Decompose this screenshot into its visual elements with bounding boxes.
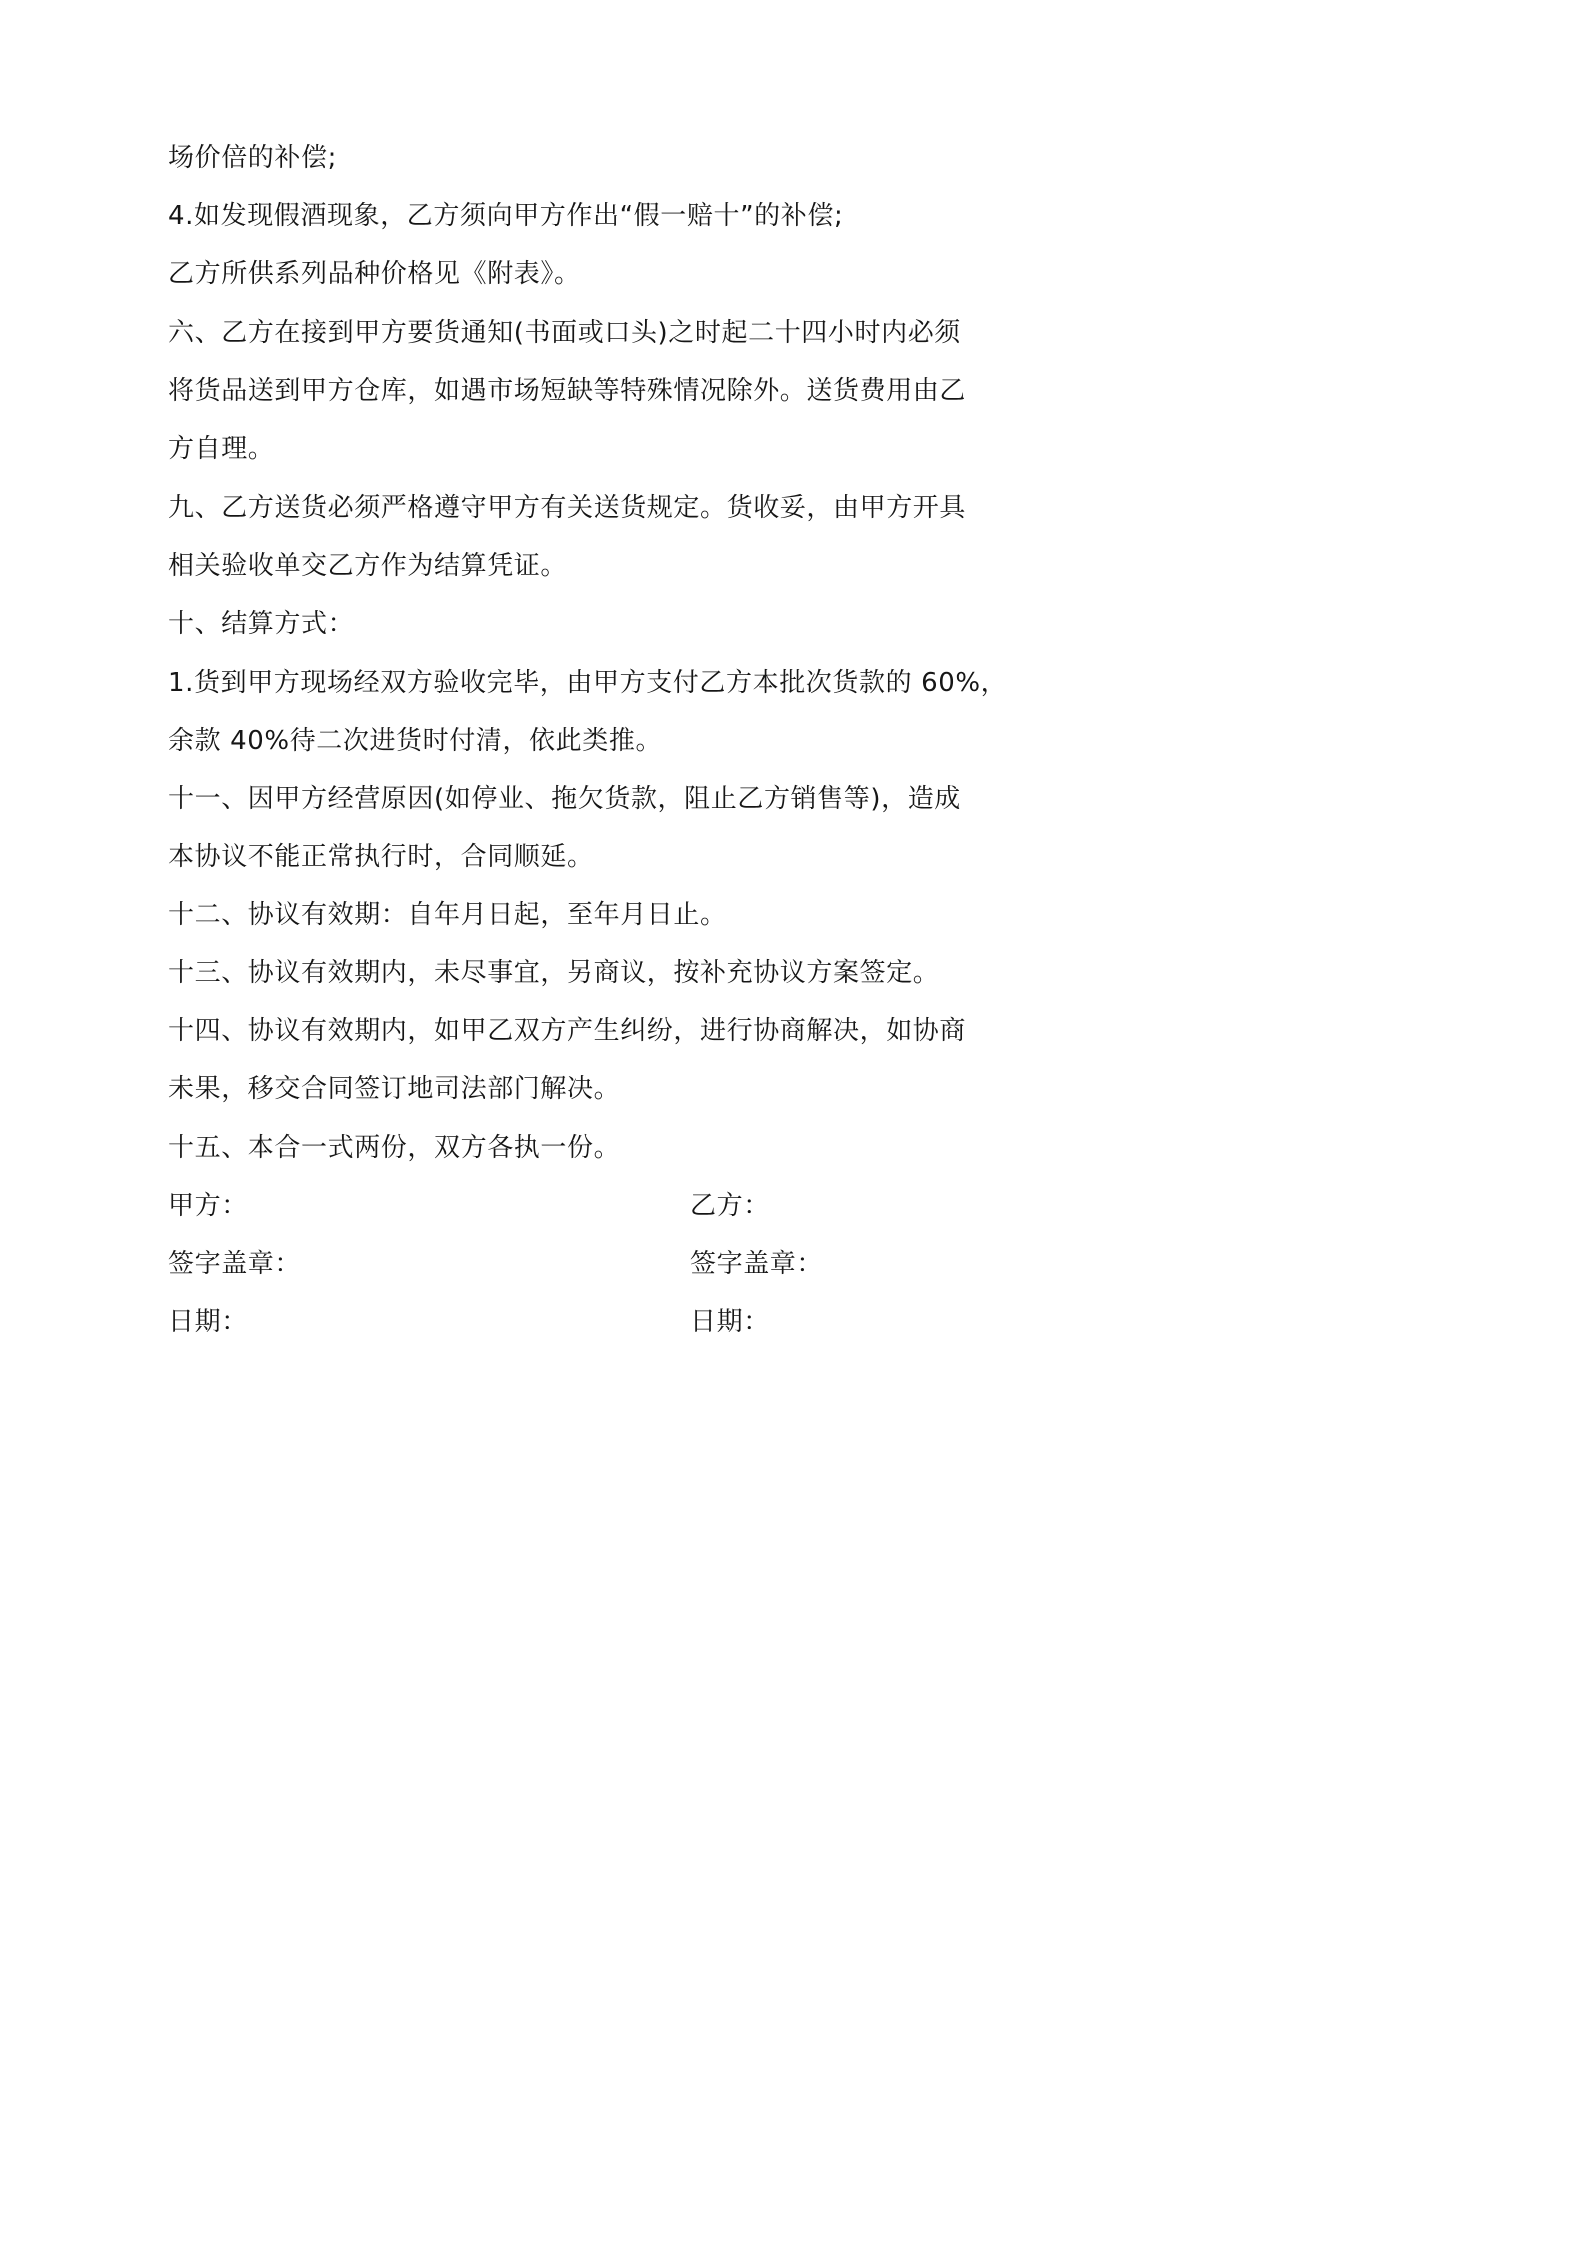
party-b-signature-label: 签字盖章： (690, 1249, 824, 1279)
text-line: 十一、因甲方经营原因(如停业、拖欠货款，阻止乙方销售等)，造成 (168, 784, 961, 814)
text-line: 本协议不能正常执行时，合同顺延。 (168, 842, 594, 872)
party-a-label: 甲方： (168, 1191, 248, 1221)
document-page (0, 0, 1120, 1584)
text-line: 相关验收单交乙方作为结算凭证。 (168, 551, 568, 581)
text-line: 场价倍的补偿; (168, 143, 337, 173)
text-line: 方自理。 (168, 434, 275, 464)
text-line: 将货品送到甲方仓库，如遇市场短缺等特殊情况除外。送货费用由乙 (168, 376, 967, 406)
text-line: 未果，移交合同签订地司法部门解决。 (168, 1074, 621, 1104)
text-line: 余款 40%待二次进货时付清，依此类推。 (168, 726, 663, 756)
text-line: 乙方所供系列品种价格见《附表》。 (168, 259, 581, 289)
text-line: 十三、协议有效期内，未尽事宜，另商议，按补充协议方案签定。 (168, 958, 940, 988)
text-line: 十二、协议有效期：自年月日起，至年月日止。 (168, 900, 727, 930)
party-a-signature-label: 签字盖章： (168, 1249, 302, 1279)
text-line: 六、乙方在接到甲方要货通知(书面或口头)之时起二十四小时内必须 (168, 318, 961, 348)
text-line: 十五、本合一式两份，双方各执一份。 (168, 1133, 621, 1163)
text-line: 十四、协议有效期内，如甲乙双方产生纠纷，进行协商解决，如协商 (168, 1016, 967, 1046)
party-a-date-label: 日期： (168, 1307, 248, 1337)
text-line: 1.货到甲方现场经双方验收完毕，由甲方支付乙方本批次货款的 60%， (168, 668, 1008, 698)
party-b-date-label: 日期： (690, 1307, 770, 1337)
text-line: 九、乙方送货必须严格遵守甲方有关送货规定。货收妥，由甲方开具 (168, 493, 967, 523)
party-b-label: 乙方： (690, 1191, 770, 1221)
text-line: 4.如发现假酒现象，乙方须向甲方作出“假一赔十”的补偿; (168, 201, 844, 231)
text-line: 十、结算方式： (168, 609, 355, 639)
